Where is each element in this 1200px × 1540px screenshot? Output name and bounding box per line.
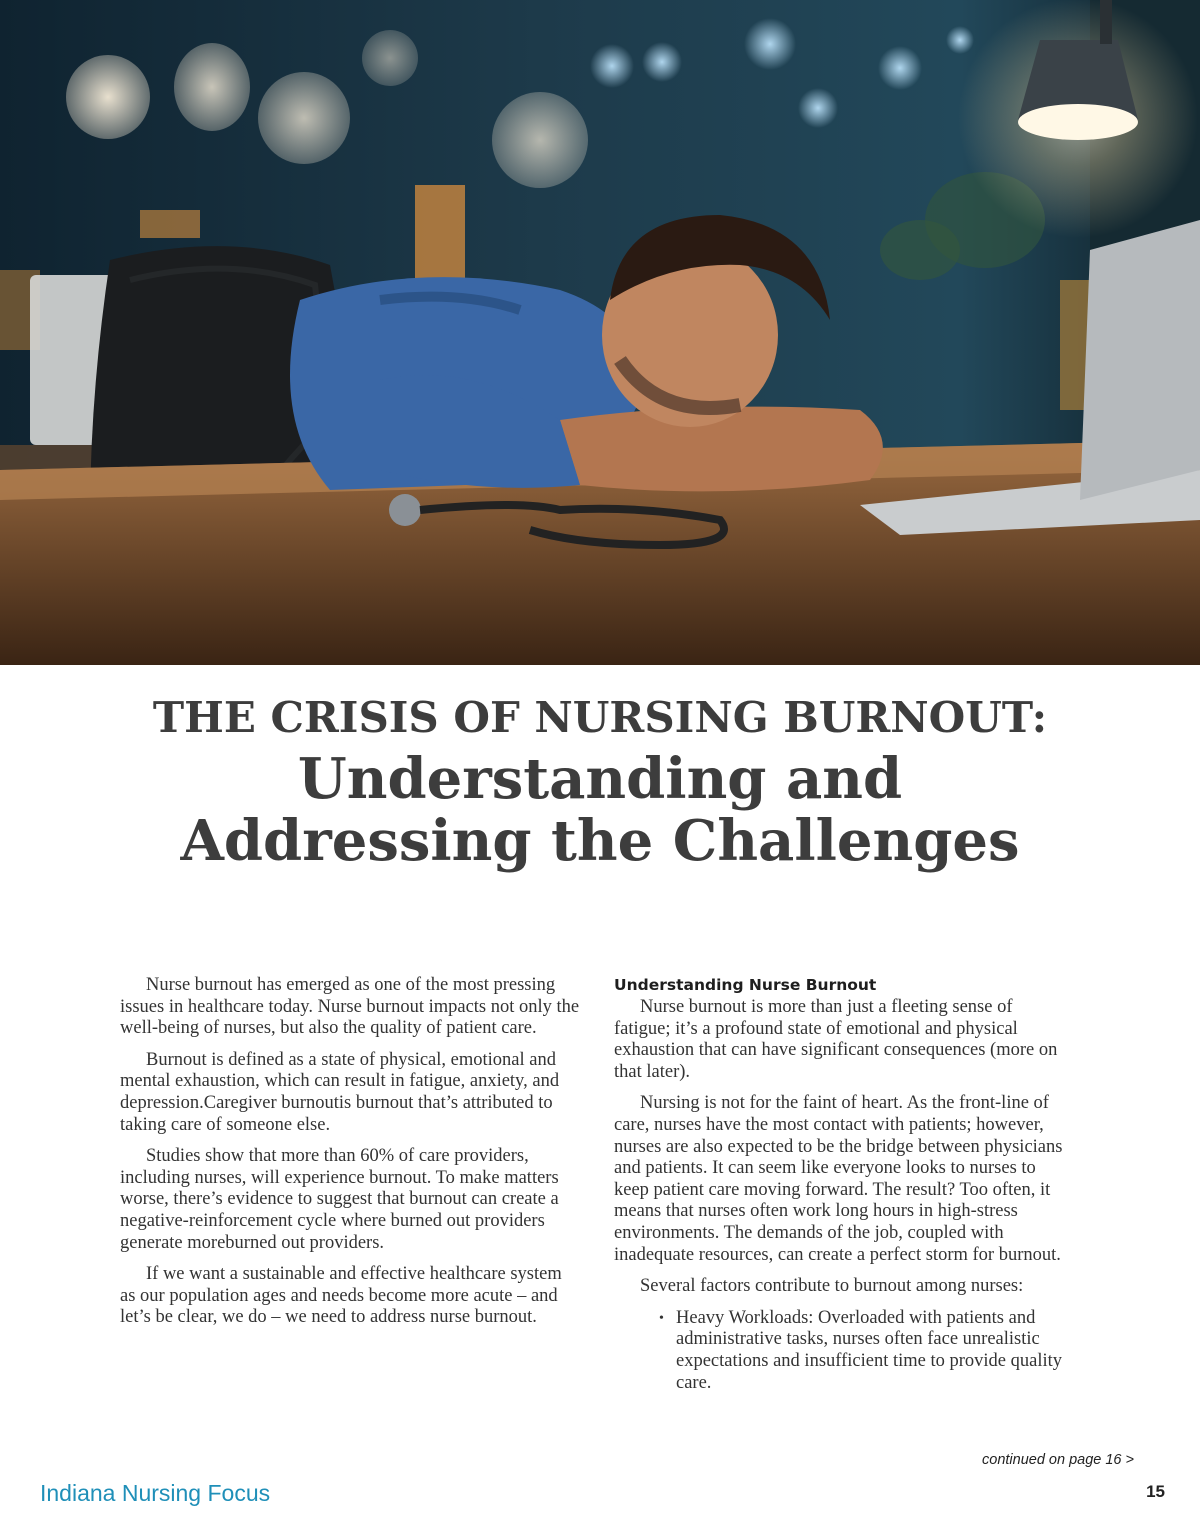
body-paragraph: Nurse burnout is more than just a fleeting sense of fatigue; it’s a profound state of emotional and physical exhaustion that can have significant consequences (more on that later). bbox=[614, 997, 1058, 1082]
headline-kicker: THE CRISIS OF NURSING BURNOUT: bbox=[152, 693, 1048, 742]
publication-name: Indiana Nursing Focus bbox=[40, 1480, 271, 1506]
body-paragraph: Nursing is not for the faint of heart. As the front-line of care, nurses have the most contact with patients; however, nurses are also expected to be the bridge between physicians and patients. It can seem like everyone looks to nurses to keep patient care moving forward. The result? Too often, it means that nurses often work long hours in high-stress environments. The demands of the job, coupled with inadequate resources, can create a perfect storm for burnout. bbox=[614, 1093, 1063, 1265]
left-column bbox=[120, 975, 580, 1339]
article-headline bbox=[0, 690, 1200, 872]
page-number: 15 bbox=[1146, 1482, 1165, 1501]
body-paragraph: Nurse burnout has emerged as one of the most pressing issues in healthcare today. Nurse burnout impacts not only the well-being of nurses, but also the quality of patient care. bbox=[120, 975, 580, 1039]
nurse-asleep-at-desk-illustration bbox=[0, 0, 1200, 665]
list-item-text: Heavy Workloads: Overloaded with patients and administrative tasks, nurses often face unrealistic expectations and insufficient time to provide quality care. bbox=[676, 1307, 1063, 1393]
body-paragraph: Studies show that more than 60% of care providers, including nurses, will experience burnout. To make matters worse, there’s evidence to suggest that burnout can create a negative-reinforcement cycle where burned out providers generate moreburned out providers. bbox=[120, 1146, 559, 1253]
right-column bbox=[614, 975, 1069, 1394]
headline-main-line-1: Understanding and bbox=[297, 746, 903, 812]
headline-main-line-2: Addressing the Challenges bbox=[180, 808, 1020, 874]
body-paragraph: Several factors contribute to burnout among nurses: bbox=[640, 1276, 1024, 1297]
body-paragraph: Burnout is defined as a state of physical, emotional and mental exhaustion, which can result in fatigue, anxiety, and depression.Caregiver burnoutis burnout that’s attributed to taking care of someone else. bbox=[120, 1049, 560, 1135]
body-paragraph: If we want a sustainable and effective healthcare system as our population ages and needs become more acute – and let’s be clear, we do – we need to address nurse burnout. bbox=[120, 1264, 562, 1328]
continued-link[interactable]: continued on page 16 > bbox=[982, 1452, 1134, 1468]
hero-photo bbox=[0, 0, 1200, 665]
section-heading: Understanding Nurse Burnout bbox=[614, 976, 877, 994]
headline-main bbox=[0, 748, 1200, 872]
factors-list bbox=[614, 1308, 1069, 1394]
bullet-icon: • bbox=[659, 1310, 664, 1326]
list-item bbox=[659, 1307, 1069, 1394]
